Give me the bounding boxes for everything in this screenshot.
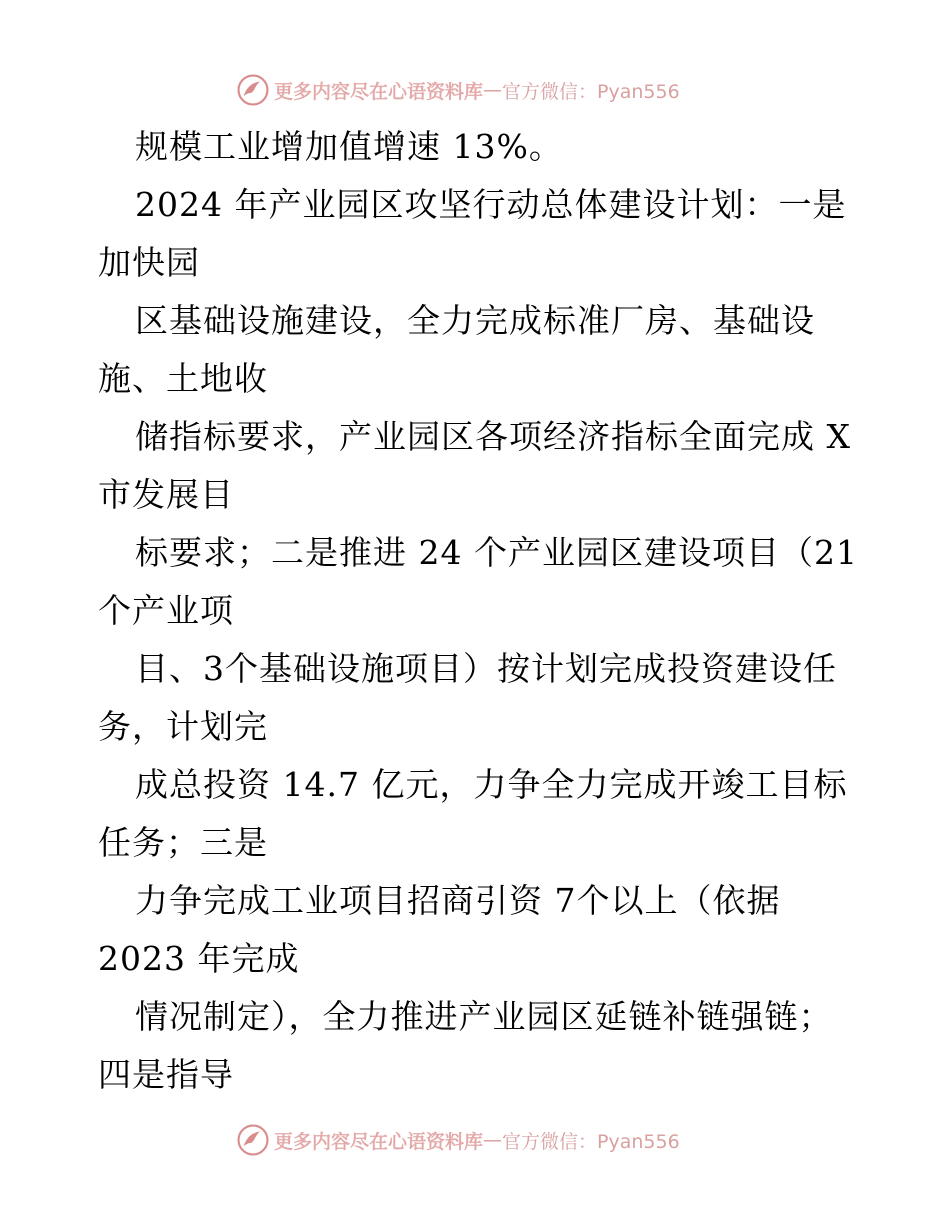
paragraph-line: 区基础设施建设，全力完成标准厂房、基础设 [135,301,815,340]
footer-watermark [236,1122,680,1158]
paragraph-line: 2024 年产业园区攻坚行动总体建设计划：一是 [135,185,847,224]
watermark-dash: — [483,1129,503,1151]
header-watermark [236,72,680,108]
watermark-logo-icon [236,73,270,107]
paragraph-line: 情况制定），全力推进产业园区延链补链强链； [135,997,833,1036]
watermark-wechat: 官方微信：Pyan556 [502,80,680,103]
watermark-text: 更多内容尽在心语资料库 [274,80,484,103]
paragraph-line: 力争完成工业项目招商引资 7个以上（依据 [135,881,781,920]
paragraph-line: 成总投资 14.7 亿元，力争全力完成开竣工目标 [135,765,848,804]
paragraph-line: 务，计划完 [98,707,268,746]
paragraph-line: 任务；三是 [98,823,268,862]
paragraph-line: 标要求；二是推进 24 个产业园区建设项目（21 [135,533,858,572]
paragraph-line: 2023 年完成 [98,939,300,978]
watermark-wechat: 官方微信：Pyan556 [502,1130,680,1153]
watermark-dash: — [483,79,503,101]
paragraph-line: 目、3个基础设施项目）按计划完成投资建设任 [135,649,837,688]
watermark-text: 更多内容尽在心语资料库 [274,1130,484,1153]
paragraph-line: 市发展目 [98,475,234,514]
paragraph-line: 施、土地收 [98,359,268,398]
paragraph-line: 四是指导 [98,1055,234,1094]
paragraph-line: 个产业项 [98,591,234,630]
paragraph-line: 储指标要求，产业园区各项经济指标全面完成 X [135,417,851,456]
watermark-logo-icon [236,1123,270,1157]
paragraph-line: 规模工业增加值增速 13%。 [135,127,563,166]
paragraph-line: 加快园 [98,243,200,282]
